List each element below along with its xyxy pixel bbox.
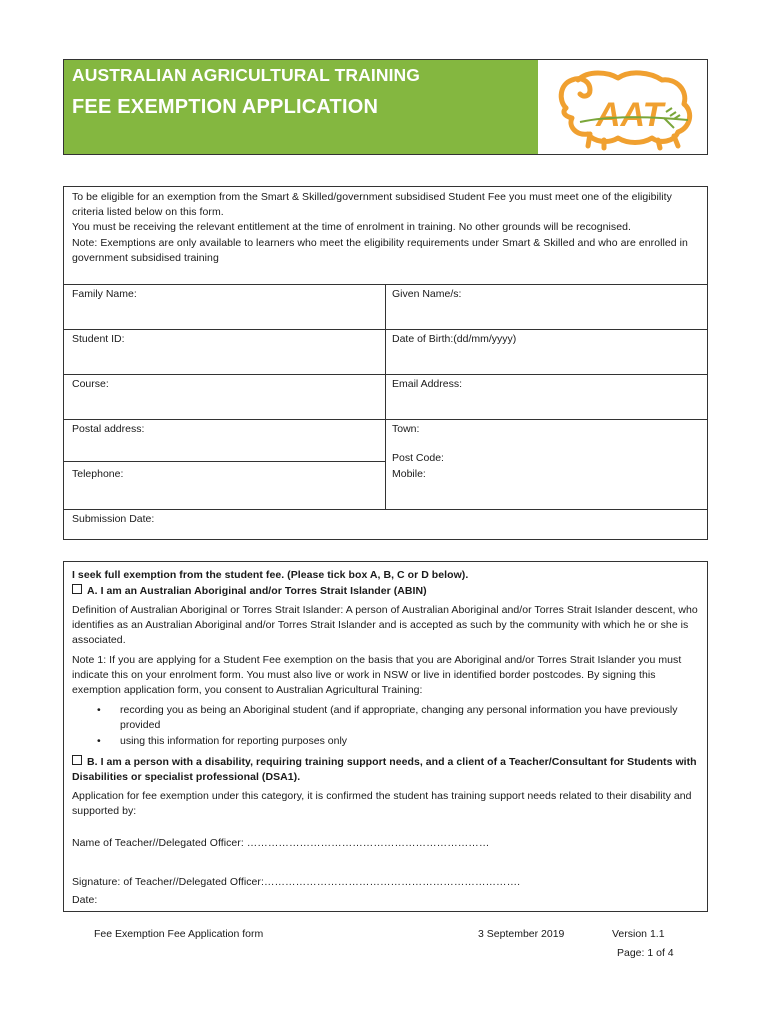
option-a-definition: Definition of Australian Aboriginal or Torres Strait Islander: A person of Australian Aboriginal and/or Torres Strait Islander descent, who identifies as an Australian Aboriginal and/or Torres Strait Islander and is accepted as such by the community with which he or she is associated. — [72, 604, 698, 647]
telephone-field[interactable]: Telephone: — [72, 468, 124, 480]
option-a — [72, 584, 702, 599]
logo-letters: AAT — [596, 96, 664, 134]
exemption-section — [63, 561, 708, 912]
column-divider — [385, 284, 386, 509]
option-b — [72, 755, 702, 785]
option-a-checkbox[interactable] — [72, 584, 82, 594]
divider — [64, 461, 385, 462]
form-title: FEE EXEMPTION APPLICATION — [72, 96, 379, 118]
email-field[interactable]: Email Address: — [392, 378, 463, 390]
family-name-field[interactable]: Family Name: — [72, 288, 137, 300]
intro-paragraph-3: Note: Exemptions are only available to learners who meet the eligibility requirements under Smart & Skilled and who are enrolled in government subsidised training — [72, 236, 688, 264]
footer-form-name: Fee Exemption Fee Application form — [94, 928, 264, 940]
aat-logo — [538, 60, 707, 154]
eligibility-intro — [72, 190, 700, 266]
footer-date: 3 September 2019 — [478, 928, 565, 940]
option-a-note: Note 1: If you are applying for a Student Fee exemption on the basis that you are Aboriginal and/or Torres Strait Islander you must indicate this on your enrolment form. You must also live or work in NSW or live in identified border postcodes. By signing this exemption application form, you consent to Australian Agricultural Training: — [72, 654, 682, 697]
divider — [64, 509, 707, 510]
header-title-band — [64, 60, 538, 154]
option-a-label: A. I am an Australian Aboriginal and/or Torres Strait Islander (ABIN) — [87, 585, 427, 597]
bullet-icon: • — [97, 735, 101, 747]
option-b-text: Application for fee exemption under this category, it is confirmed the student has training support needs related to their disability and supported by: — [72, 790, 692, 818]
option-b-checkbox[interactable] — [72, 755, 82, 765]
course-field[interactable]: Course: — [72, 378, 109, 390]
exemption-heading: I seek full exemption from the student fee. (Please tick box A, B, C or D below). — [72, 569, 469, 581]
option-b-label: B. I am a person with a disability, requiring training support needs, and a client of a Teacher/Consultant for Students with Disabilities or specialist professional (DSA1). — [72, 756, 697, 784]
officer-name-field[interactable]: Name of Teacher//Delegated Officer: …………………………………………………………… — [72, 837, 490, 849]
student-id-field[interactable]: Student ID: — [72, 333, 125, 345]
footer-version: Version 1.1 — [612, 928, 665, 940]
intro-paragraph-2: You must be receiving the relevant entitlement at the time of enrolment in training. No other grounds will be recognised. — [72, 221, 631, 234]
student-details-box — [63, 186, 708, 540]
mobile-field[interactable]: Mobile: — [392, 468, 426, 480]
page-number: Page: 1 of 4 — [617, 947, 674, 959]
bullet-icon: • — [97, 704, 101, 716]
form-header — [63, 59, 708, 155]
postal-address-field[interactable]: Postal address: — [72, 423, 145, 435]
consent-item-2: using this information for reporting purposes only — [120, 735, 348, 747]
submission-date-field[interactable]: Submission Date: — [72, 513, 155, 525]
consent-item-1: recording you as being an Aboriginal student (and if appropriate, changing any personal information you have previously provided — [120, 704, 678, 732]
post-code-field[interactable]: Post Code: — [392, 452, 444, 464]
date-of-birth-field[interactable]: Date of Birth:(dd/mm/yyyy) — [392, 333, 517, 345]
signature-date-field[interactable]: Date: — [72, 894, 98, 906]
town-field[interactable]: Town: — [392, 423, 420, 435]
officer-signature-field[interactable]: Signature: of Teacher//Delegated Officer:………………………………………………………………. — [72, 876, 521, 888]
intro-paragraph-1: To be eligible for an exemption from the Smart & Skilled/government subsidised Student Fee you must meet one of the eligibility criteria listed below on this form. — [72, 191, 672, 219]
organisation-name: AUSTRALIAN AGRICULTURAL TRAINING — [72, 65, 420, 85]
given-names-field[interactable]: Given Name/s: — [392, 288, 462, 300]
